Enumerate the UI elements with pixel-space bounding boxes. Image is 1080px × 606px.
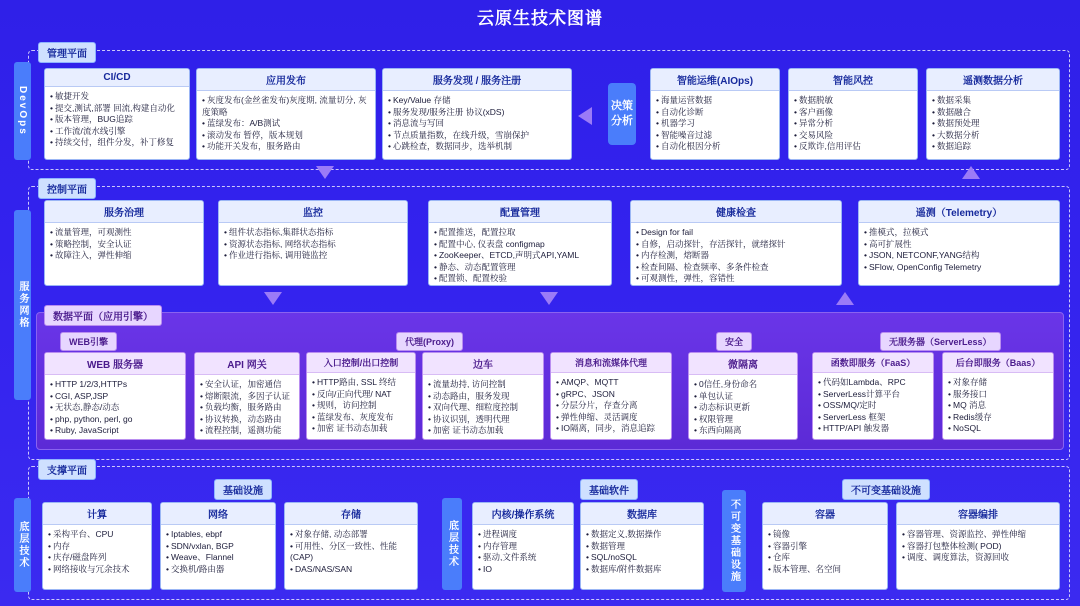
list-item: • 加密 证书动态加载	[312, 423, 410, 435]
card-database-title: 数据库	[581, 503, 703, 525]
card-container	[762, 502, 888, 590]
list-item: • CGI, ASP,JSP	[50, 391, 180, 403]
card-micro-isolation	[688, 352, 798, 440]
list-item: • 数据管理	[586, 541, 698, 553]
list-item: • 反向/正向代理/ NAT	[312, 389, 410, 401]
list-item: • 故障注入，弹性伸缩	[50, 250, 198, 262]
arrow-left-icon	[578, 107, 592, 125]
card-service-discovery-title: 服务发现 / 服务注册	[383, 69, 571, 91]
list-item: • 蓝绿发布、灰度发布	[312, 412, 410, 424]
bottom-tech-side-label-2: 底层技术	[442, 498, 462, 590]
list-item: • php, python, perl, go	[50, 414, 180, 426]
card-faas-title: 函数即服务（FaaS）	[813, 353, 933, 373]
list-item: • 采构平台、CPU	[48, 529, 146, 541]
list-item: • 弹性伸缩、灵活调度	[556, 412, 666, 424]
card-orchestration-title: 容器编排	[897, 503, 1059, 525]
card-baas-title: 后台即服务（Baas）	[943, 353, 1053, 373]
devops-side-label: DevOps	[14, 62, 31, 160]
card-config	[428, 200, 612, 286]
list-item: • Iptables, ebpf	[166, 529, 270, 541]
list-item: • 蓝绿发布：A/B测试	[202, 118, 370, 130]
list-item: • 进程调度	[478, 529, 568, 541]
list-item: • HTTP/API 触发器	[818, 423, 928, 435]
list-item: • 无状态,静态/动态	[50, 402, 180, 414]
card-ingress-title: 入口控制/出口控制	[307, 353, 415, 373]
immutable-infra-side-label: 不可变基础设施	[722, 490, 746, 592]
list-item: • AMQP、MQTT	[556, 377, 666, 389]
card-storage-title: 存储	[285, 503, 417, 525]
card-faas	[812, 352, 934, 440]
list-item: • 持续交付，组件分发，补丁修复	[50, 137, 184, 149]
card-health	[630, 200, 842, 286]
list-item: • Weave、Flannel	[166, 552, 270, 564]
list-item: • 动态标识更新	[694, 402, 792, 414]
list-item: • 容器管理、资源监控、弹性伸缩	[902, 529, 1054, 541]
list-item: • 敏捷开发	[50, 91, 184, 103]
list-item: • 网络接收与冗余技术	[48, 564, 146, 576]
card-compute	[42, 502, 152, 590]
list-item: • 客户画像	[794, 107, 912, 119]
list-item: • 检查间隔、检查频率、多条件检查	[636, 262, 836, 274]
list-item: • 流量劫持, 访问控制	[428, 379, 538, 391]
list-item: • 权限管理	[694, 414, 792, 426]
list-item: • 安全认证，加密通信	[200, 379, 294, 391]
list-item: • 可观测性，弹性，容错性	[636, 273, 836, 285]
list-item: • 交换机/路由器	[166, 564, 270, 576]
card-monitoring	[218, 200, 408, 286]
card-service-governance	[44, 200, 204, 286]
card-cicd-title: CI/CD	[45, 69, 189, 87]
list-item: • 对象存储	[948, 377, 1048, 389]
page-title: 云原生技术图谱	[477, 9, 603, 28]
list-item: • 数据库/附件数据库	[586, 564, 698, 576]
list-item: • OSS/MQ/定时	[818, 400, 928, 412]
list-item: • 加密 证书动态加载	[428, 425, 538, 437]
list-item: • 0信任,身份命名	[694, 379, 792, 391]
arrow-up-icon	[962, 166, 980, 179]
card-mq-proxy-title: 消息和流媒体代理	[551, 353, 671, 373]
card-cicd	[44, 68, 190, 160]
list-item: • Redis缓存	[948, 412, 1048, 424]
data-plane-label: 数据平面（应用引擎）	[44, 305, 162, 326]
list-item: • 智能噪音过滤	[656, 130, 774, 142]
decision-analysis-box: 决策分析	[608, 83, 636, 145]
card-mq-proxy	[550, 352, 672, 440]
list-item: • SFlow, OpenConfig Telemetry	[864, 262, 1054, 274]
list-item: • Key/Value 存储	[388, 95, 566, 107]
card-container-title: 容器	[763, 503, 887, 525]
card-service-discovery	[382, 68, 572, 160]
card-telemetry-title: 遥测（Telemetry）	[859, 201, 1059, 223]
base-software-label: 基础软件	[580, 479, 638, 500]
list-item: • 海量运营数据	[656, 95, 774, 107]
list-item: • 交易风险	[794, 130, 912, 142]
support-plane-label: 支撑平面	[38, 459, 96, 480]
card-storage	[284, 502, 418, 590]
list-item: • DAS/NAS/SAN	[290, 564, 412, 576]
list-item: • 服务接口	[948, 389, 1048, 401]
card-ingress	[306, 352, 416, 440]
card-monitor-data-title: 遥测数据分析	[927, 69, 1059, 91]
card-health-title: 健康检查	[631, 201, 841, 223]
list-item: • 配置锁、配置校验	[434, 273, 606, 285]
immutable-infra-label: 不可变基础设施	[842, 479, 930, 500]
list-item: • IO	[478, 564, 568, 576]
list-item: • HTTP 1/2/3,HTTPs	[50, 379, 180, 391]
card-compute-title: 计算	[43, 503, 151, 525]
list-item: • 调度、调度算法，资源回收	[902, 552, 1054, 564]
list-item: • 异常分析	[794, 118, 912, 130]
control-plane-label: 控制平面	[38, 178, 96, 199]
list-item: • 庆存/磁盘阵列	[48, 552, 146, 564]
list-item: • 内存检测，熔断器	[636, 250, 836, 262]
list-item: • ServerLess计算平台	[818, 389, 928, 401]
list-item: • 节点质量指数，在线升级，雪崩保护	[388, 130, 566, 142]
list-item: • 熔断限流，多因子认证	[200, 391, 294, 403]
card-micro-isolation-title: 微隔离	[689, 353, 797, 375]
list-item: • 数据定义,数据操作	[586, 529, 698, 541]
arrow-up-icon	[836, 292, 854, 305]
card-service-governance-title: 服务治理	[45, 201, 203, 223]
list-item: • 驱动,文件系统	[478, 552, 568, 564]
list-item: • 滚动发布 暂停，版本规划	[202, 130, 370, 142]
list-item: • 数据采集	[932, 95, 1054, 107]
list-item: • 镜像	[768, 529, 882, 541]
card-network	[160, 502, 276, 590]
card-risk-title: 智能风控	[789, 69, 917, 91]
list-item: • 组件状态指标,集群状态指标	[224, 227, 402, 239]
list-item: • SDN/vxlan, BGP	[166, 541, 270, 553]
list-item: • 内存	[48, 541, 146, 553]
list-item: • 容器引擎	[768, 541, 882, 553]
card-api-gateway-title: API 网关	[195, 353, 299, 375]
card-os	[472, 502, 574, 590]
list-item: • Ruby, JavaScript	[50, 425, 180, 437]
list-item: • gRPC、JSON	[556, 389, 666, 401]
list-item: • 数据追踪	[932, 141, 1054, 153]
list-item: • 内存管理	[478, 541, 568, 553]
list-item: • 配置中心, 仪表盘 configmap	[434, 239, 606, 251]
list-item: • 仓库	[768, 552, 882, 564]
card-aiops	[650, 68, 780, 160]
list-item: • 容器打包整体检测( POD)	[902, 541, 1054, 553]
list-item: • Design for fail	[636, 227, 836, 239]
card-sidecar	[422, 352, 544, 440]
list-item: • 流量管理，可观测性	[50, 227, 198, 239]
list-item: • 自动化根因分析	[656, 141, 774, 153]
list-item: • SQL/noSQL	[586, 552, 698, 564]
list-item: • 消息流与写回	[388, 118, 566, 130]
list-item: • 协议识别，透明代理	[428, 414, 538, 426]
list-item: • 动态路由，服务发现	[428, 391, 538, 403]
list-item: • 资源状态指标, 网络状态指标	[224, 239, 402, 251]
card-config-title: 配置管理	[429, 201, 611, 223]
list-item: • 版本管理，BUG追踪	[50, 114, 184, 126]
list-item: • HTTP路由, SSL 终结	[312, 377, 410, 389]
list-item: • 机器学习	[656, 118, 774, 130]
list-item: • 数据脱敏	[794, 95, 912, 107]
list-item: • 自修，启动探针，存活探针，就绪探针	[636, 239, 836, 251]
list-item: • 服务发现/服务注册 协议(xDS)	[388, 107, 566, 119]
list-item: • 分层分片，存查分离	[556, 400, 666, 412]
management-plane-label: 管理平面	[38, 42, 96, 63]
list-item: • 大数据分析	[932, 130, 1054, 142]
data-plane-sub-proxy: 代理(Proxy)	[396, 332, 463, 351]
list-item: • 高可扩展性	[864, 239, 1054, 251]
list-item: • 静态、动态配置管理	[434, 262, 606, 274]
card-os-title: 内核/操作系统	[473, 503, 573, 525]
card-web-server	[44, 352, 186, 440]
list-item: • 东西向隔离	[694, 425, 792, 437]
arrow-down-icon	[540, 292, 558, 305]
list-item: • 对象存储, 动态部署	[290, 529, 412, 541]
list-item: • 功能开关发布，服务路由	[202, 141, 370, 153]
card-web-server-title: WEB 服务器	[45, 353, 185, 375]
list-item: • 数据融合	[932, 107, 1054, 119]
list-item: • 数据预处理	[932, 118, 1054, 130]
list-item: • 心跳检查，数据同步，选举机制	[388, 141, 566, 153]
list-item: • IO隔离，同步，消息追踪	[556, 423, 666, 435]
list-item: • ZooKeeper、ETCD,声明式API,YAML	[434, 250, 606, 262]
list-item: • NoSQL	[948, 423, 1048, 435]
card-telemetry	[858, 200, 1060, 286]
data-plane-sub-serverless: 无服务器（ServerLess）	[880, 332, 1001, 351]
card-app-release-title: 应用发布	[197, 69, 375, 91]
card-monitoring-title: 监控	[219, 201, 407, 223]
list-item: • ServerLess 框架	[818, 412, 928, 424]
list-item: • 工作流/流水线引擎	[50, 126, 184, 138]
card-api-gateway	[194, 352, 300, 440]
list-item: • 自动化诊断	[656, 107, 774, 119]
list-item: • 规则，访问控制	[312, 400, 410, 412]
list-item: • 双向代理、细粒度控制	[428, 402, 538, 414]
card-sidecar-title: 边车	[423, 353, 543, 375]
card-orchestration	[896, 502, 1060, 590]
card-app-release	[196, 68, 376, 160]
list-item: • 可用性、分区一致性、性能(CAP)	[290, 541, 412, 564]
list-item: • MQ 消息	[948, 400, 1048, 412]
card-risk	[788, 68, 918, 160]
data-plane-sub-web: WEB引擎	[60, 332, 117, 351]
list-item: • 策略控制，安全认证	[50, 239, 198, 251]
list-item: • 反欺诈,信用评估	[794, 141, 912, 153]
list-item: • 作业进行指标, 调用链监控	[224, 250, 402, 262]
card-aiops-title: 智能运维(AIOps)	[651, 69, 779, 91]
list-item: • 版本管理、名空间	[768, 564, 882, 576]
card-database	[580, 502, 704, 590]
list-item: • 灰度发布(金丝雀发布)灰度期, 流量切分, 灰度策略	[202, 95, 370, 118]
service-mesh-side-label: 服务网格	[14, 210, 31, 400]
bottom-tech-side-label: 底层技术	[14, 498, 31, 592]
card-network-title: 网络	[161, 503, 275, 525]
data-plane-sub-security: 安全	[716, 332, 752, 351]
list-item: • 代码如Lambda、RPC	[818, 377, 928, 389]
list-item: • 负载均衡，服务路由	[200, 402, 294, 414]
list-item: • 配置推送，配置拉取	[434, 227, 606, 239]
card-monitor-data	[926, 68, 1060, 160]
card-baas	[942, 352, 1054, 440]
list-item: • 提交,测试,部署 回流,构建自动化	[50, 103, 184, 115]
arrow-down-icon	[316, 166, 334, 179]
list-item: • JSON, NETCONF,YANG结构	[864, 250, 1054, 262]
infrastructure-label: 基础设施	[214, 479, 272, 500]
list-item: • 单包认证	[694, 391, 792, 403]
arrow-down-icon	[264, 292, 282, 305]
list-item: • 协议转换，动态路由	[200, 414, 294, 426]
list-item: • 推模式，拉模式	[864, 227, 1054, 239]
list-item: • 流程控制，遥测功能	[200, 425, 294, 437]
